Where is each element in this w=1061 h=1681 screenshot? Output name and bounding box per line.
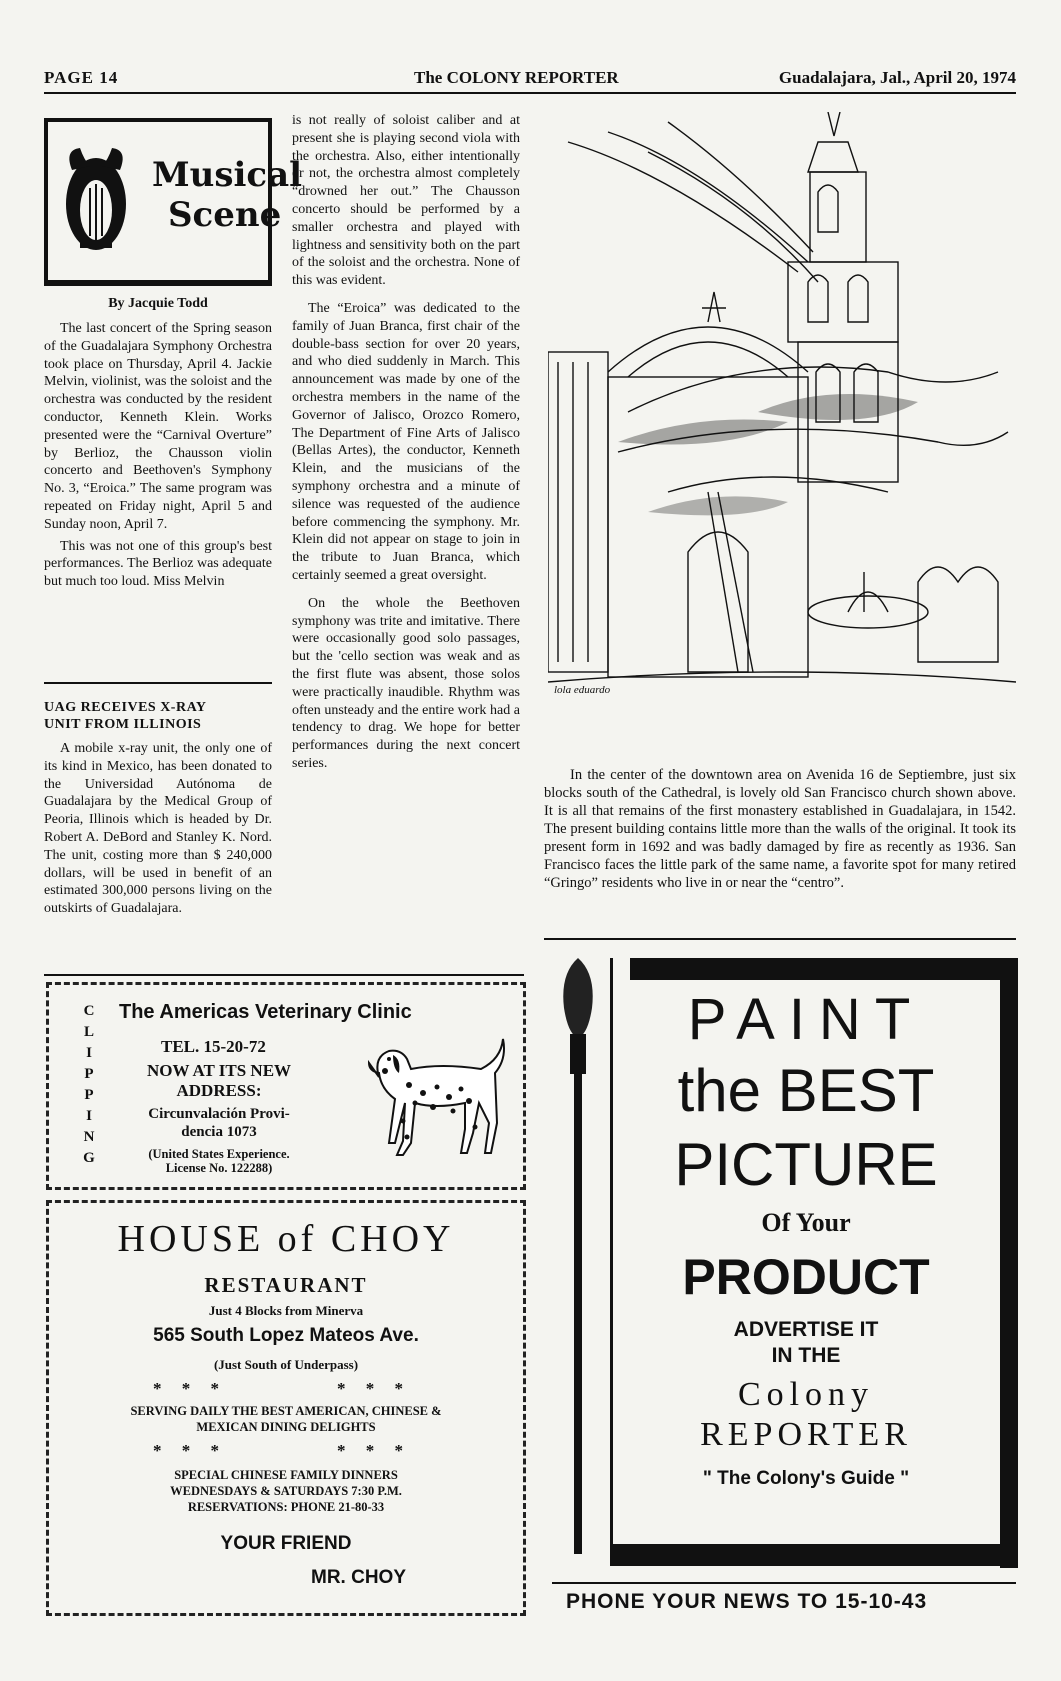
paint-line-8: Colony [737, 1376, 875, 1413]
license-line-1: (United States Experience. [148, 1147, 290, 1161]
byline: By Jacquie Todd [108, 296, 208, 311]
clipping-letter: P [84, 1066, 94, 1082]
serving-line-2: MEXICAN DINING DELIGHTS [196, 1420, 376, 1434]
artist-signature: lola eduardo [554, 684, 611, 696]
church-illustration [548, 112, 1016, 742]
paint-line-6: ADVERTISE IT [733, 1318, 879, 1341]
vet-clinic-ad [46, 982, 526, 1190]
special-line-1: SPECIAL CHINESE FAMILY DINNERS [174, 1468, 398, 1482]
clinic-address [109, 1105, 329, 1141]
paragraph: is not really of soloist caliber and at present she is playing second viola with the orchestra. Also, either intentionally or not, the orchestra almost completely “drowned her out.” The Chausson concerto should be performed by a smaller orchestra and played with lightness and sensitivity both on the part of the soloist and the orchestra. None of this was evident. [292, 113, 520, 289]
frame-top [630, 958, 1010, 980]
your-friend: YOUR FRIEND [220, 1533, 352, 1554]
logo-rule [44, 280, 272, 283]
paintbrush-icon [560, 958, 596, 1558]
ad-rule [44, 974, 524, 976]
paragraph: The last concert of the Spring season of the Guadalajara Symphony Orchestra took place on Thursday, April 4. Jackie Melvin, violinist, was the soloist and the orchestra was conducted by the resident conductor, Kenneth Klein. Works presented were the “Carnival Overture” by Berlioz, the Chausson violin concerto and Beethoven's Symphony No. 3, “Eroica.” The same program was repeated on Friday night, April 5 and Sunday noon, April 7. [44, 321, 272, 532]
clinic-name: The Americas Veterinary Clinic [119, 1001, 412, 1023]
moved-line-1: NOW AT ITS NEW [146, 1061, 292, 1080]
paint-line-5: PRODUCT [682, 1249, 930, 1305]
page-number: PAGE 14 [44, 68, 119, 87]
serving-note [49, 1403, 523, 1435]
musical-column-2 [292, 112, 520, 773]
address-line-1: Circunvalación Provi- [148, 1106, 290, 1122]
masthead [44, 68, 1016, 90]
xray-body [44, 740, 272, 918]
house-of-choy-ad [46, 1200, 526, 1616]
dateline: Guadalajara, Jal., April 20, 1974 [778, 68, 1016, 87]
logo-title-2: Scene [168, 195, 282, 235]
dalmatian-icon [349, 1037, 509, 1167]
paint-line-4: Of Your [761, 1208, 851, 1237]
restaurant-address: 565 South Lopez Mateos Ave. [153, 1325, 419, 1346]
clipping-letter: I [86, 1045, 92, 1061]
clipping-letter: G [83, 1150, 95, 1166]
clipping-letter: I [86, 1108, 92, 1124]
restaurant-location-note: Just 4 Blocks from Minerva [208, 1303, 364, 1318]
phone-news-line: PHONE YOUR NEWS TO 15-10-43 [566, 1590, 928, 1613]
headline-line-2: UNIT FROM ILLINOIS [44, 717, 202, 732]
serving-line-1: SERVING DAILY THE BEST AMERICAN, CHINESE & [130, 1404, 442, 1418]
clinic-phone: TEL. 15-20-72 [161, 1037, 266, 1056]
owner-name: MR. CHOY [311, 1567, 406, 1588]
frame-bottom [610, 1544, 1018, 1566]
phone-rule [552, 1582, 1016, 1584]
new-address-note [109, 1061, 329, 1101]
clinic-license [109, 1147, 329, 1175]
paragraph: On the whole the Beethoven symphony was trite and imitative. There were occasionally good solo passages, but the 'cello section was weak and as the first flute was absent, those solos were practically inaudible. Rhythm was often unsteady and the entire work had a tendency to drag. We hope for better performances during the next concert series. [292, 595, 520, 771]
paper-name: The COLONY REPORTER [414, 68, 619, 87]
church-drawing-icon [548, 112, 1016, 742]
stars-right: * * * [337, 1379, 411, 1398]
masthead-rule [44, 92, 1016, 94]
stars-right-2: * * * [337, 1441, 411, 1460]
photo-caption: In the center of the downtown area on Avenida 16 de Septiembre, just six blocks south of the Cathedral, is lovely old San Francisco church shown above. It is all that remains of the first monastery established in Guadalajara, in 1542. The present building contains little more than the walls of the original. It took its present form in 1692 and was badly damaged by fire as recently as 1936. San Francisco faces the little park of the same name, a favorite spot for many retired “Gringo” residents who live in or near the “centro”. [544, 767, 1016, 891]
stars-left-2: * * * [153, 1441, 227, 1460]
musical-column-1 [44, 320, 272, 591]
moved-line-2: ADDRESS: [176, 1081, 262, 1100]
paint-line-7: IN THE [771, 1344, 841, 1367]
special-line-3: RESERVATIONS: PHONE 21-80-33 [187, 1500, 385, 1514]
musical-scene-logo [44, 118, 303, 286]
address-line-2: dencia 1073 [181, 1124, 257, 1140]
paint-line-10: " The Colony's Guide " [702, 1468, 910, 1489]
section-rule [44, 682, 272, 684]
restaurant-type: RESTAURANT [204, 1273, 368, 1297]
paint-line-9: REPORTER [700, 1416, 912, 1453]
restaurant-address-note: (Just South of Underpass) [213, 1357, 359, 1372]
paint-line-1: PAINT [687, 987, 925, 1052]
clipping-letter: P [84, 1087, 94, 1103]
paragraph: This was not one of this group's best performances. The Berlioz was adequate but much too loud. Miss Melvin [44, 538, 272, 590]
clipping-letter: N [83, 1129, 95, 1145]
restaurant-name: HOUSE of CHOY [117, 1218, 455, 1260]
paint-line-2: the BEST [677, 1057, 935, 1124]
special-dinners-note [49, 1467, 523, 1515]
logo-title-1: Musical [152, 155, 303, 195]
xray-headline [44, 699, 272, 733]
stars-left: * * * [153, 1379, 227, 1398]
frame-right [1000, 958, 1018, 1568]
paint-ad [560, 958, 1018, 1568]
caption-rule [544, 938, 1016, 940]
lyre-icon [60, 140, 132, 260]
headline-line-1: UAG RECEIVES X-RAY [44, 700, 207, 715]
special-line-2: WEDNESDAYS & SATURDAYS 7:30 P.M. [170, 1484, 402, 1498]
frame-left [610, 958, 613, 1566]
clipping-letter: C [83, 1003, 95, 1019]
clipping-letter: L [83, 1024, 94, 1040]
paragraph: A mobile x-ray unit, the only one of its kind in Mexico, has been donated to the Universidad Autónoma de Guadalajara by the Medical Group of Peoria, Illinois which is headed by Dr. Robert A. DeBord and Stanley K. Nord. The unit, costing more than $ 240,000 dollars, will be used in benefit of an estimated 300,000 persons living on the outskirts of Guadalajara. [44, 741, 272, 917]
paragraph: The “Eroica” was dedicated to the family of Juan Branca, first chair of the double-bass section for over 20 years, and who died suddenly in March. This announcement was made by one of the orchestra members in the name of the Governor of Jalisco, Orozco Romero, The Department of Fine Arts of Jalisco (Bellas Artes), the conductor, Kenneth Klein, and the musicians of the symphony orchestra and a minute of silence was requested of the audience before commencing the symphony. Mr. Klein did not appear on stage to join in the tribute to Juan Branca, which certainly seemed a great oversight. [292, 300, 520, 583]
paint-line-3: PICTURE [674, 1131, 938, 1198]
license-line-2: License No. 122288) [165, 1161, 273, 1175]
clipping-label [77, 1001, 101, 1169]
